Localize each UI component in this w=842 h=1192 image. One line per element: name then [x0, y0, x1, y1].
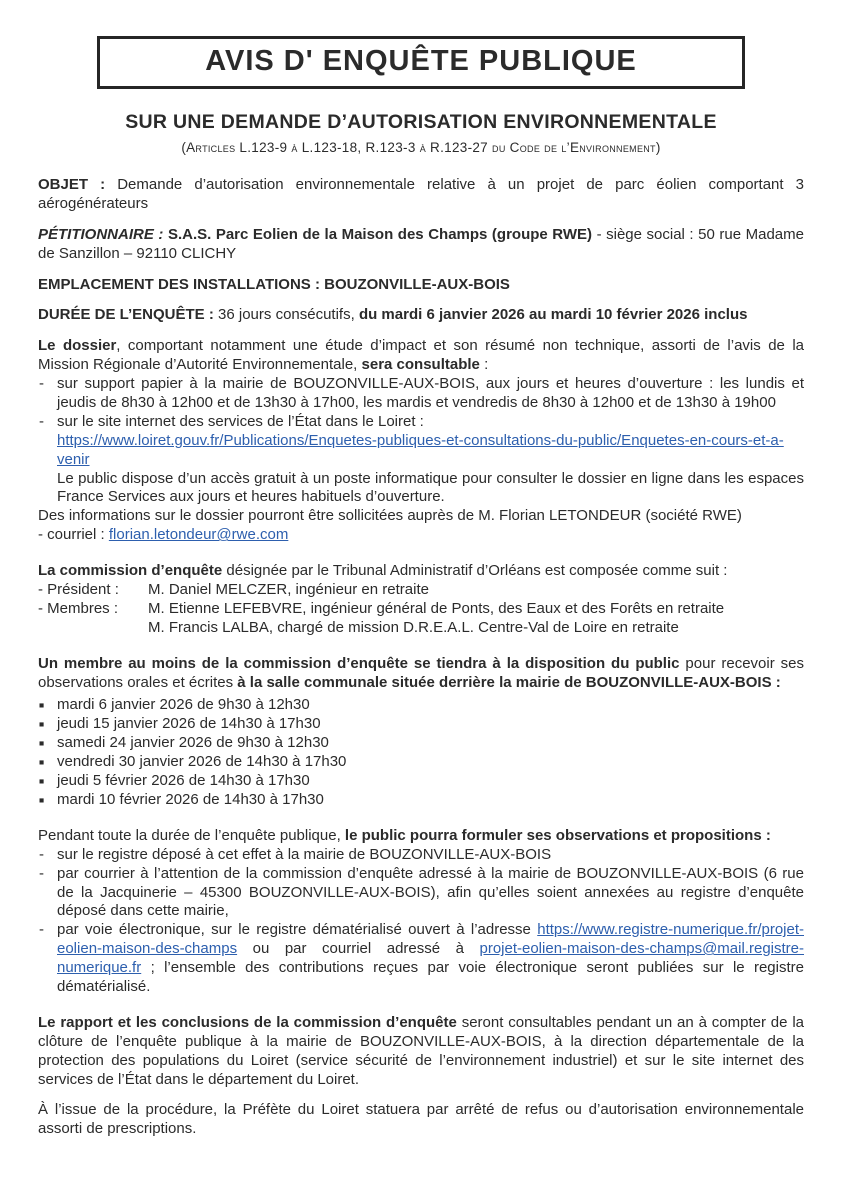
- list-item: [38, 413, 804, 432]
- text-run: par voie électronique, sur le registre dématérialisé ouvert à l’adresse: [57, 921, 538, 939]
- text-run: :: [479, 356, 489, 374]
- paragraph: [38, 655, 804, 693]
- text-run: à la salle communale située derrière la mairie de BOUZONVILLE-AUX-BOIS :: [237, 673, 781, 691]
- paragraph: [38, 1014, 804, 1090]
- text-run: M. Francis LALBA, chargé de mission D.R.E.A.L. Centre-Val de Loire en retraite: [148, 618, 679, 636]
- row-label: - Membres :: [38, 599, 119, 617]
- document-title: AVIS D' ENQUÊTE PUBLIQUE: [205, 45, 637, 77]
- hyperlink[interactable]: florian.letondeur@rwe.com: [108, 526, 289, 544]
- row-label: - Président :: [38, 581, 119, 599]
- text-run: Pendant toute la durée de l’enquête publique,: [38, 826, 345, 844]
- text-run: seront consultables pendant un an à compter de la clôture de l’enquête publique à la mairie de BOUZONVILLE-AUX-BOIS, à la direction départementale de la protection des populations du Loiret (service sécurité de l’environnement industriel) et sur le site internet des services de l’État dans le département du Loiret.: [38, 1013, 804, 1088]
- text-run: , comportant notamment une étude d’impact et son résumé non technique, assorti de l’avis de la Mission Régionale d’Autorité Environnementale,: [38, 337, 804, 374]
- list-item: [38, 791, 804, 810]
- text-run: du mardi 6 janvier 2026 au mardi 10 février 2026 inclus: [358, 306, 748, 324]
- text-run: le public pourra formuler ses observations et propositions :: [344, 826, 771, 844]
- text-run: ; l’ensemble des contributions reçues par voie électronique seront publiées sur le registre dématérialisé.: [57, 959, 804, 995]
- text-run: Un membre au moins de la commission d’enquête se tiendra à la disposition du public: [38, 654, 680, 672]
- document-subtitle: SUR UNE DEMANDE D’AUTORISATION ENVIRONNEMENTALE: [125, 111, 717, 133]
- text-run: pour recevoir ses observations orales et écrites: [38, 654, 804, 691]
- text-run: sera consultable: [361, 356, 480, 374]
- text-run: DURÉE DE L’ENQUÊTE :: [38, 306, 219, 324]
- text-run: 36 jours consécutifs,: [218, 306, 359, 324]
- text-run: Le rapport et les conclusions de la commission d’enquête: [38, 1013, 457, 1031]
- text-run: OBJET :: [38, 176, 118, 193]
- text-run: jeudi 5 février 2026 de 14h30 à 17h30: [57, 772, 310, 790]
- text-run: - courriel :: [38, 526, 109, 544]
- list-item: [38, 772, 804, 791]
- articles-reference: (Articles L.123-9 à L.123-18, R.123-3 à R.123-27 du Code de l’Environnement): [181, 140, 661, 155]
- list-item: [38, 696, 804, 715]
- text-run: PÉTITIONNAIRE :: [38, 225, 168, 243]
- text-run: La commission d’enquête: [38, 562, 223, 580]
- square-bullet-icon: ■: [39, 700, 45, 711]
- paragraph: [38, 600, 804, 619]
- text-run: Le public dispose d’un accès gratuit à un poste informatique pour consulter le dossier en ligne dans les espaces France Services aux jours et heures habituels d’ouverture.: [57, 469, 804, 506]
- text-run: samedi 24 janvier 2026 de 9h30 à 12h30: [57, 734, 329, 752]
- text-run: EMPLACEMENT DES INSTALLATIONS : BOUZONVILLE-AUX-BOIS: [38, 275, 510, 293]
- paragraph: [38, 526, 804, 545]
- list-item: [38, 846, 804, 865]
- dash-bullet-icon: -: [39, 845, 44, 863]
- hyperlink[interactable]: projet-eolien-maison-des-champs@mail.registre-numerique.fr: [57, 940, 804, 977]
- text-run: jeudi 15 janvier 2026 de 14h30 à 17h30: [57, 715, 321, 733]
- paragraph: [38, 306, 804, 325]
- list-item: [38, 734, 804, 753]
- paragraph: [38, 337, 804, 375]
- square-bullet-icon: ■: [39, 794, 45, 805]
- list-item: [38, 375, 804, 413]
- list-item: [38, 753, 804, 772]
- dash-bullet-icon: -: [39, 412, 44, 430]
- square-bullet-icon: ■: [39, 738, 45, 749]
- text-run: par courrier à l’attention de la commission d’enquête adressé à la mairie de BOUZONVILLE-AUX-BOIS (6 rue de la Jacquinerie – 45300 BOUZONVILLE-AUX-BOIS), afin qu’elles soient annexées au registre d’enquête déposé dans cette mairie,: [57, 864, 804, 920]
- dash-bullet-icon: -: [39, 375, 44, 393]
- list-item: [38, 921, 804, 997]
- paragraph: [38, 507, 804, 526]
- text-run: S.A.S. Parc Eolien de la Maison des Champs (groupe RWE): [167, 225, 593, 243]
- document-body: [38, 176, 804, 1139]
- text-run: ou par courriel adressé à: [237, 940, 480, 958]
- hyperlink[interactable]: https://www.loiret.gouv.fr/Publications/Enquetes-publiques-et-consultations-du-public/Enquetes-en-cours-et-a-venir: [57, 431, 784, 468]
- text-run: Des informations sur le dossier pourront être sollicitées auprès de M. Florian LETONDEUR (société RWE): [38, 507, 742, 525]
- text-run: sur le site internet des services de l’État dans le Loiret :: [57, 412, 424, 430]
- text-run: vendredi 30 janvier 2026 de 14h30 à 17h30: [57, 753, 347, 771]
- paragraph: [38, 176, 804, 214]
- list-item: [38, 715, 804, 734]
- text-run: désignée par le Tribunal Administratif d’Orléans est composée comme suit :: [222, 562, 728, 580]
- dash-bullet-icon: -: [39, 921, 44, 939]
- list-item: [38, 865, 804, 922]
- paragraph: [38, 226, 804, 264]
- square-bullet-icon: ■: [39, 719, 45, 730]
- text-run: Demande d’autorisation environnementale relative à un projet de parc éolien comportant 3 aérogénérateurs: [38, 176, 805, 212]
- hyperlink[interactable]: https://www.registre-numerique.fr/projet-eolien-maison-des-champs: [57, 921, 804, 958]
- text-run: Le dossier: [38, 337, 117, 355]
- text-run: sur le registre déposé à cet effet à la mairie de BOUZONVILLE-AUX-BOIS: [57, 845, 552, 863]
- text-run: À l’issue de la procédure, la Préfète du Loiret statuera par arrêté de refus ou d’autorisation environnementale assorti de prescriptions.: [38, 1101, 804, 1138]
- paragraph: [38, 432, 804, 470]
- text-run: M. Daniel MELCZER, ingénieur en retraite: [148, 581, 429, 599]
- text-run: mardi 6 janvier 2026 de 9h30 à 12h30: [57, 696, 310, 714]
- text-run: sur support papier à la mairie de BOUZONVILLE-AUX-BOIS, aux jours et heures d’ouverture : les lundis et jeudis de 8h30 à 12h00 et de 13h30 à 17h00, les mardis et vendredis de 8h30 à 12h00 et de 13h30 à 19h00: [57, 375, 804, 412]
- square-bullet-icon: ■: [39, 776, 45, 787]
- text-run: mardi 10 février 2026 de 14h30 à 17h30: [57, 790, 324, 808]
- paragraph: [38, 581, 804, 600]
- text-run: - siège social : 50 rue Madame de Sanzillon – 92110 CLICHY: [38, 225, 804, 262]
- paragraph: [38, 1101, 804, 1139]
- dash-bullet-icon: -: [39, 864, 44, 882]
- paragraph: [38, 470, 804, 508]
- paragraph: [38, 276, 804, 295]
- title-box: [97, 36, 745, 89]
- paragraph: [38, 827, 804, 846]
- paragraph: [38, 619, 804, 638]
- text-run: M. Etienne LEFEBVRE, ingénieur général de Ponts, des Eaux et des Forêts en retraite: [148, 599, 725, 617]
- paragraph: [38, 562, 804, 581]
- square-bullet-icon: ■: [39, 757, 45, 768]
